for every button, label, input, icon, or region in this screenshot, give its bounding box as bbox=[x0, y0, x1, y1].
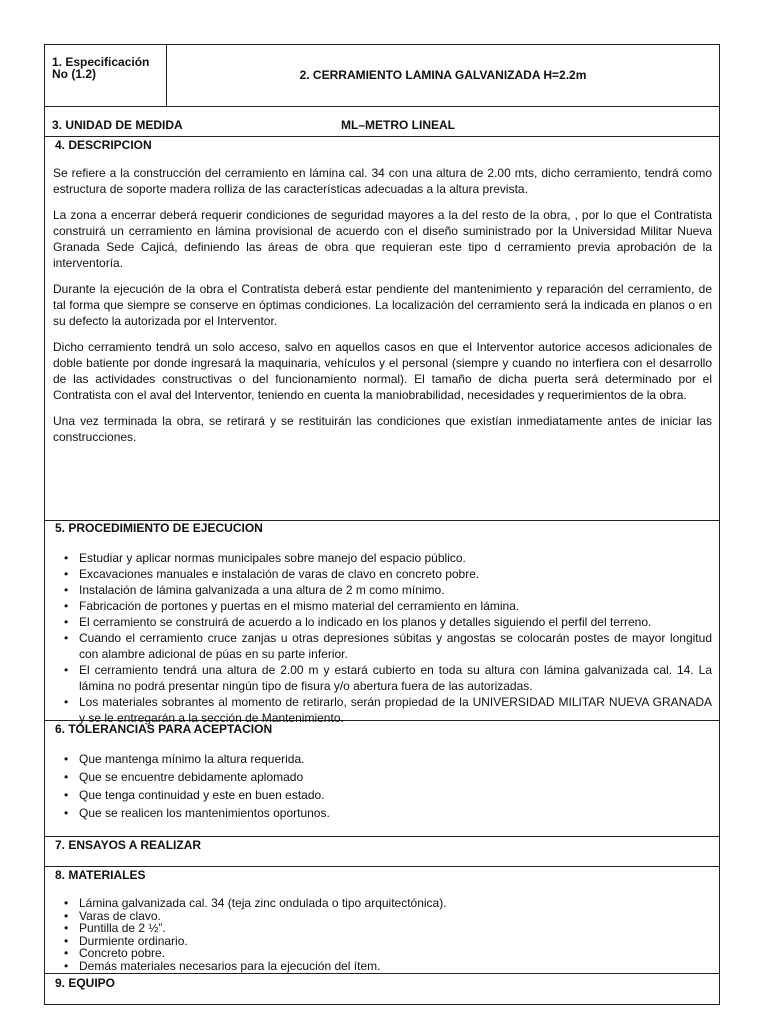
tolerances-section bbox=[45, 721, 719, 837]
list-item: • Los materiales sobrantes al momento de retirarlo, serán propiedad de la UNIVERSIDAD MILITAR NUEVA GRANADA y se le entregarán a la sección de Mantenimiento. bbox=[51, 694, 712, 726]
description-heading: 4. DESCRIPCION bbox=[55, 138, 152, 152]
tolerances-heading: 6. TOLERANCIAS PARA ACEPTACION bbox=[55, 722, 273, 736]
list-item: • Puntilla de 2 ½”. bbox=[51, 922, 712, 935]
list-item: • Que mantenga mínimo la altura requerida. bbox=[51, 750, 712, 768]
list-item: • Lámina galvanizada cal. 34 (teja zinc ondulada o tipo arquitectónica). bbox=[51, 897, 712, 910]
list-item: • Excavaciones manuales e instalación de varas de clavo en concreto pobre. bbox=[51, 566, 712, 582]
unit-row bbox=[45, 107, 719, 137]
equipment-section bbox=[45, 974, 719, 1004]
tests-heading: 7. ENSAYOS A REALIZAR bbox=[55, 838, 202, 852]
spec-number: No (1.2) bbox=[52, 67, 97, 81]
description-paragraph: Dicho cerramiento tendrá un solo acceso, salvo en aquellos casos en que el Interventor autorice accesos adicionales de doble batiente por donde ingresará la maquinaria, vehículos y el personal (siempre y cuando no interfiera con el desarrollo de las actividades constructivas o del funcionamiento normal). El tamaño de dicha puerta será determinado por el Contratista con el aval del Interventor, teniendo en cuenta la maniobrabilidad, necesidades y requerimientos de la obra. bbox=[53, 340, 712, 402]
list-item: • Cuando el cerramiento cruce zanjas u otras depresiones súbitas y angostas se colocarán postes de mayor longitud con alambre adicional de púas en su parte inferior. bbox=[51, 630, 712, 662]
description-body bbox=[53, 165, 712, 445]
tolerances-list bbox=[51, 750, 712, 822]
materials-heading: 8. MATERIALES bbox=[55, 868, 146, 882]
list-item: • Fabricación de portones y puertas en el mismo material del cerramiento en lámina. bbox=[51, 598, 712, 614]
description-section bbox=[45, 137, 719, 521]
specification-sheet bbox=[44, 44, 720, 1005]
list-item: • El cerramiento tendrá una altura de 2.00 m y estará cubierto en toda su altura con lámina galvanizada cal. 14. La lámina no podrá presentar ningún tipo de fisura y/o abertura fuera de las autorizadas. bbox=[51, 662, 712, 694]
list-item: • Durmiente ordinario. bbox=[51, 935, 712, 948]
tests-section bbox=[45, 837, 719, 867]
list-item: • El cerramiento se construirá de acuerdo a lo indicado en los planos y detalles siguiendo el perfil del terreno. bbox=[51, 614, 712, 630]
list-item: • Que se encuentre debidamente aplomado bbox=[51, 768, 712, 786]
description-paragraph: Durante la ejecución de la obra el Contratista deberá estar pendiente del mantenimiento y reparación del cerramiento, de tal forma que siempre se conserve en óptimas condiciones. La localización del cerramiento será la indicada en planos o en su defecto la autorizada por el Interventor. bbox=[53, 282, 712, 328]
unit-label: 3. UNIDAD DE MEDIDA bbox=[52, 118, 183, 132]
list-item: • Instalación de lámina galvanizada a una altura de 2 m como mínimo. bbox=[51, 582, 712, 598]
materials-list bbox=[51, 897, 712, 973]
list-item: • Concreto pobre. bbox=[51, 947, 712, 960]
materials-section bbox=[45, 867, 719, 974]
procedure-list bbox=[51, 550, 712, 726]
list-item: • Que tenga continuidad y este en buen estado. bbox=[51, 786, 712, 804]
description-paragraph: La zona a encerrar deberá requerir condiciones de seguridad mayores a la del resto de la obra, , por lo que el Contratista construirá un cerramiento en lámina provisional de acuerdo con el diseño suministrado por la Universidad Militar Nueva Granada Sede Cajicá, definiendo las áreas de obra que requieran este tipo d cerramiento previa aprobación de la interventoría. bbox=[53, 208, 712, 270]
list-item: • Varas de clavo. bbox=[51, 910, 712, 923]
procedure-section bbox=[45, 521, 719, 725]
description-paragraph: Se refiere a la construcción del cerramiento en lámina cal. 34 con una altura de 2.00 mts, dicho cerramiento, tendrá como estructura de soporte madera rolliza de las características adecuadas a la altura prevista. bbox=[53, 166, 712, 196]
spec-title: 2. CERRAMIENTO LAMINA GALVANIZADA H=2.2m bbox=[299, 68, 587, 82]
description-paragraph: Una vez terminada la obra, se retirará y se restituirán las condiciones que existían inmediatamente antes de iniciar las construcciones. bbox=[53, 414, 712, 444]
spec-number-cell bbox=[45, 45, 167, 106]
header-row bbox=[45, 45, 719, 107]
spec-label: 1. Especificación bbox=[52, 55, 150, 69]
list-item: • Estudiar y aplicar normas municipales sobre manejo del espacio público. bbox=[51, 550, 712, 566]
unit-value: ML–METRO LINEAL bbox=[341, 118, 455, 132]
equipment-heading: 9. EQUIPO bbox=[55, 976, 116, 990]
list-item: • Demás materiales necesarios para la ejecución del ítem. bbox=[51, 960, 712, 973]
procedure-heading: 5. PROCEDIMIENTO DE EJECUCION bbox=[55, 521, 263, 535]
list-item: • Que se realicen los mantenimientos oportunos. bbox=[51, 804, 712, 822]
